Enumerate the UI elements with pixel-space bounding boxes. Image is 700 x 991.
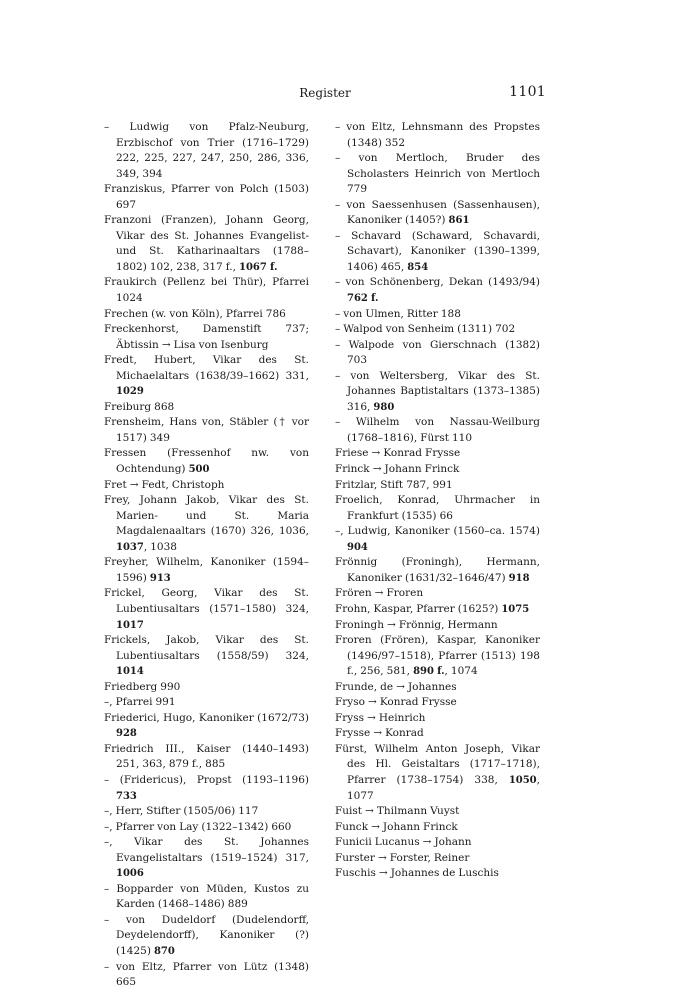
entry-text: Fritzlar, Stift 787, 991 <box>335 478 453 491</box>
index-entry <box>335 618 540 634</box>
entry-text: Franzoni (Franzen), Johann Georg, Vikar des St. Johannes Evangelist- und St. Katharinaaltars (1788–1802) 102, 238, 317 f., <box>104 214 309 273</box>
index-entry <box>104 960 309 991</box>
index-entry <box>104 695 309 711</box>
index-entry <box>335 120 540 151</box>
index-entry <box>335 742 540 804</box>
index-entry <box>335 680 540 696</box>
primary-reference: 762 f. <box>347 293 379 305</box>
entry-text: Furster → Forster, Reiner <box>335 851 470 864</box>
running-header <box>104 84 546 104</box>
entry-text: , 1074 <box>444 665 478 678</box>
primary-reference: 928 <box>116 728 137 740</box>
index-entry <box>335 835 540 851</box>
entry-text: Fryso → Konrad Frysse <box>335 696 457 709</box>
entry-text: Fredt, Hubert, Vikar des St. Michaelaltars (1638/39–1662) 331, <box>104 354 309 382</box>
index-entry <box>104 586 309 633</box>
index-entry <box>335 478 540 494</box>
index-entry <box>335 446 540 462</box>
entry-text: Fressen (Fressenhof nw. von Ochtendung) <box>104 447 309 476</box>
primary-reference: 890 f. <box>413 666 445 678</box>
entry-text: –, Pfarrei 991 <box>104 696 176 709</box>
entry-text: Frensheim, Hans von, Stäbler († vor 1517) 349 <box>104 416 309 444</box>
page-number: 1101 <box>509 84 546 100</box>
index-entry <box>104 307 309 323</box>
primary-reference: 1037 <box>116 541 144 553</box>
index-entry <box>104 882 309 913</box>
index-entry <box>335 462 540 478</box>
primary-reference: 918 <box>508 572 530 584</box>
entry-text: – Wilhelm von Nassau-Weilburg (1768–1816), Fürst 110 <box>335 416 540 444</box>
index-entry <box>335 851 540 867</box>
primary-reference: 1006 <box>116 868 144 880</box>
entry-text: – von Eltz, Pfarrer von Lütz (1348) 665 <box>104 960 309 989</box>
primary-reference: 861 <box>448 215 470 227</box>
index-entry <box>335 275 540 306</box>
index-entry <box>104 773 309 804</box>
index-entry <box>335 726 540 742</box>
index-entry <box>104 400 309 416</box>
entry-text: – Walpode von Gierschnach (1382) 703 <box>335 338 540 367</box>
primary-reference: 913 <box>149 572 171 584</box>
entry-text: Frönnig (Froningh), Hermann, Kanoniker (1631/32–1646/47) <box>335 556 540 584</box>
primary-reference: 904 <box>347 541 368 553</box>
index-entry <box>335 602 540 618</box>
index-entry <box>335 524 540 555</box>
index-entry <box>335 633 540 680</box>
primary-reference: 1075 <box>501 603 530 615</box>
entry-text: – von Dudeldorf (Dudelendorff, Deydelendorff), Kanoniker (?) (1425) <box>104 913 309 957</box>
entry-text: Frinck → Johann Frinck <box>335 463 460 476</box>
index-entry <box>104 478 309 494</box>
entry-text: –, Vikar des St. Johannes Evangelistaltars (1519–1524) 317, <box>104 836 309 864</box>
entry-text: Frechen (w. von Köln), Pfarrei 786 <box>104 307 286 320</box>
index-entry <box>104 680 309 696</box>
entry-text: , 1077 <box>347 773 540 802</box>
index-entry <box>335 151 540 198</box>
entry-text: – von Saessenhusen (Sassenhausen), Kanoniker (1405?) <box>335 198 540 227</box>
entry-text: Fürst, Wilhelm Anton Joseph, Vikar des Hl. Geistaltars (1717–1718), Pfarrer (1738–1754) 338, <box>335 742 540 786</box>
index-entry <box>104 120 309 182</box>
index-entry <box>104 913 309 960</box>
primary-reference: 1014 <box>116 666 144 678</box>
primary-reference: 1017 <box>116 619 144 631</box>
index-entry <box>104 711 309 742</box>
entry-text: Funicii Lucanus → Johann <box>335 836 472 849</box>
entry-text: Frickel, Georg, Vikar des St. Lubentiusaltars (1571–1580) 324, <box>104 587 309 615</box>
entry-text: – (Fridericus), Propst (1193–1196) <box>104 773 309 786</box>
entry-text: –, Pfarrer von Lay (1322–1342) 660 <box>104 820 292 833</box>
entry-text: – Walpod von Senheim (1311) 702 <box>335 323 516 336</box>
index-entry <box>335 804 540 820</box>
running-title: Register <box>299 86 351 100</box>
index-entry <box>335 198 540 229</box>
index-entry <box>104 415 309 446</box>
index-entry <box>335 586 540 602</box>
index-entry <box>104 804 309 820</box>
index-entry <box>104 213 309 275</box>
index-entry <box>104 835 309 882</box>
index-entry <box>335 338 540 369</box>
entry-text: – von Eltz, Lehnsmann des Propstes (1348) 352 <box>335 121 540 149</box>
entry-text: Froningh → Frönnig, Hermann <box>335 618 498 631</box>
index-entry <box>104 182 309 213</box>
entry-text: Fuschis → Johannes de Luschis <box>335 867 499 880</box>
primary-reference: 733 <box>116 790 137 802</box>
entry-text: Fuist → Thilmann Vuyst <box>335 805 460 818</box>
index-entry <box>335 369 540 416</box>
index-entry <box>335 307 540 323</box>
index-entry <box>104 493 309 555</box>
index-entry <box>335 866 540 882</box>
primary-reference: 1029 <box>116 386 144 398</box>
entry-text: Frören → Froren <box>335 587 424 600</box>
entry-text: Fraukirch (Pellenz bei Thür), Pfarrei 1024 <box>104 276 309 305</box>
primary-reference: 980 <box>373 401 395 413</box>
entry-text: – von Ulmen, Ritter 188 <box>335 307 461 320</box>
entry-text: – Bopparder von Müden, Kustos zu Karden (1468–1486) 889 <box>104 882 309 911</box>
index-entry <box>104 633 309 680</box>
entry-text: Frunde, de → Johannes <box>335 680 457 693</box>
entry-text: –, Herr, Stifter (1505/06) 117 <box>104 805 259 818</box>
entry-text: Franziskus, Pfarrer von Polch (1503) 697 <box>104 183 309 211</box>
index-entry <box>335 695 540 711</box>
primary-reference: 870 <box>153 945 175 957</box>
entry-text: Froelich, Konrad, Uhrmacher in Frankfurt (1535) 66 <box>335 494 540 522</box>
primary-reference: 500 <box>188 464 210 476</box>
index-entry <box>104 820 309 836</box>
entry-text: Friederici, Hugo, Kanoniker (1672/73) <box>104 711 309 724</box>
entry-text: – von Schönenberg, Dekan (1493/94) <box>335 276 540 289</box>
entry-text: Friese → Konrad Frysse <box>335 447 461 460</box>
index-entry <box>104 555 309 586</box>
entry-text: Fryss → Heinrich <box>335 711 426 724</box>
entry-text: Friedrich III., Kaiser (1440–1493) 251, 363, 879 f., 885 <box>104 742 309 771</box>
index-column-right <box>335 120 540 882</box>
entry-text: Frickels, Jakob, Vikar des St. Lubentiusaltars (1558/59) 324, <box>104 634 309 662</box>
entry-text: Freckenhorst, Damenstift 737; Äbtissin → Lisa von Isenburg <box>104 323 309 351</box>
entry-text: –, Ludwig, Kanoniker (1560–ca. 1574) <box>335 525 540 538</box>
entry-text: Frey, Johann Jakob, Vikar des St. Marien- und St. Maria Magdalenaaltars (1670) 326, 1036, <box>104 494 309 538</box>
primary-reference: 1050 <box>508 774 537 786</box>
index-entry <box>104 275 309 306</box>
entry-text: – Schavard (Schaward, Schavardi, Schavart), Kanoniker (1390–1399, 1406) 465, <box>335 229 540 273</box>
index-entry <box>335 229 540 276</box>
index-entry <box>104 446 309 477</box>
entry-text: , 1038 <box>143 540 177 553</box>
index-entry <box>335 555 540 586</box>
index-entry <box>104 322 309 353</box>
entry-text: – von Mertloch, Bruder des Scholasters Heinrich von Mertloch 779 <box>335 152 540 196</box>
index-entry <box>335 820 540 836</box>
index-entry <box>335 322 540 338</box>
entry-text: Funck → Johann Frinck <box>335 820 458 833</box>
entry-text: Froren (Frören), Kaspar, Kanoniker (1496/97–1518), Pfarrer (1513) 198 f., 256, 581, <box>335 634 540 678</box>
entry-text: – Ludwig von Pfalz-Neuburg, Erzbischof von Trier (1716–1729) 222, 225, 227, 247, 250, 286, 336, 349, 394 <box>104 121 309 180</box>
index-entry <box>335 711 540 727</box>
index-column-left <box>104 120 309 991</box>
primary-reference: 1067 f. <box>239 261 278 273</box>
index-entry <box>104 353 309 400</box>
entry-text: Frohn, Kaspar, Pfarrer (1625?) <box>335 602 502 615</box>
index-entry <box>335 415 540 446</box>
entry-text: Fret → Fedt, Christoph <box>104 478 225 491</box>
entry-text: Freiburg 868 <box>104 400 175 413</box>
entry-text: – von Weltersberg, Vikar des St. Johannes Baptistaltars (1373–1385) 316, <box>335 369 540 413</box>
entry-text: Frysse → Konrad <box>335 727 424 740</box>
entry-text: Friedberg 990 <box>104 680 181 693</box>
index-entry <box>104 742 309 773</box>
index-entry <box>335 493 540 524</box>
primary-reference: 854 <box>407 261 429 273</box>
entry-text: Freyher, Wilhelm, Kanoniker (1594–1596) <box>104 556 309 584</box>
